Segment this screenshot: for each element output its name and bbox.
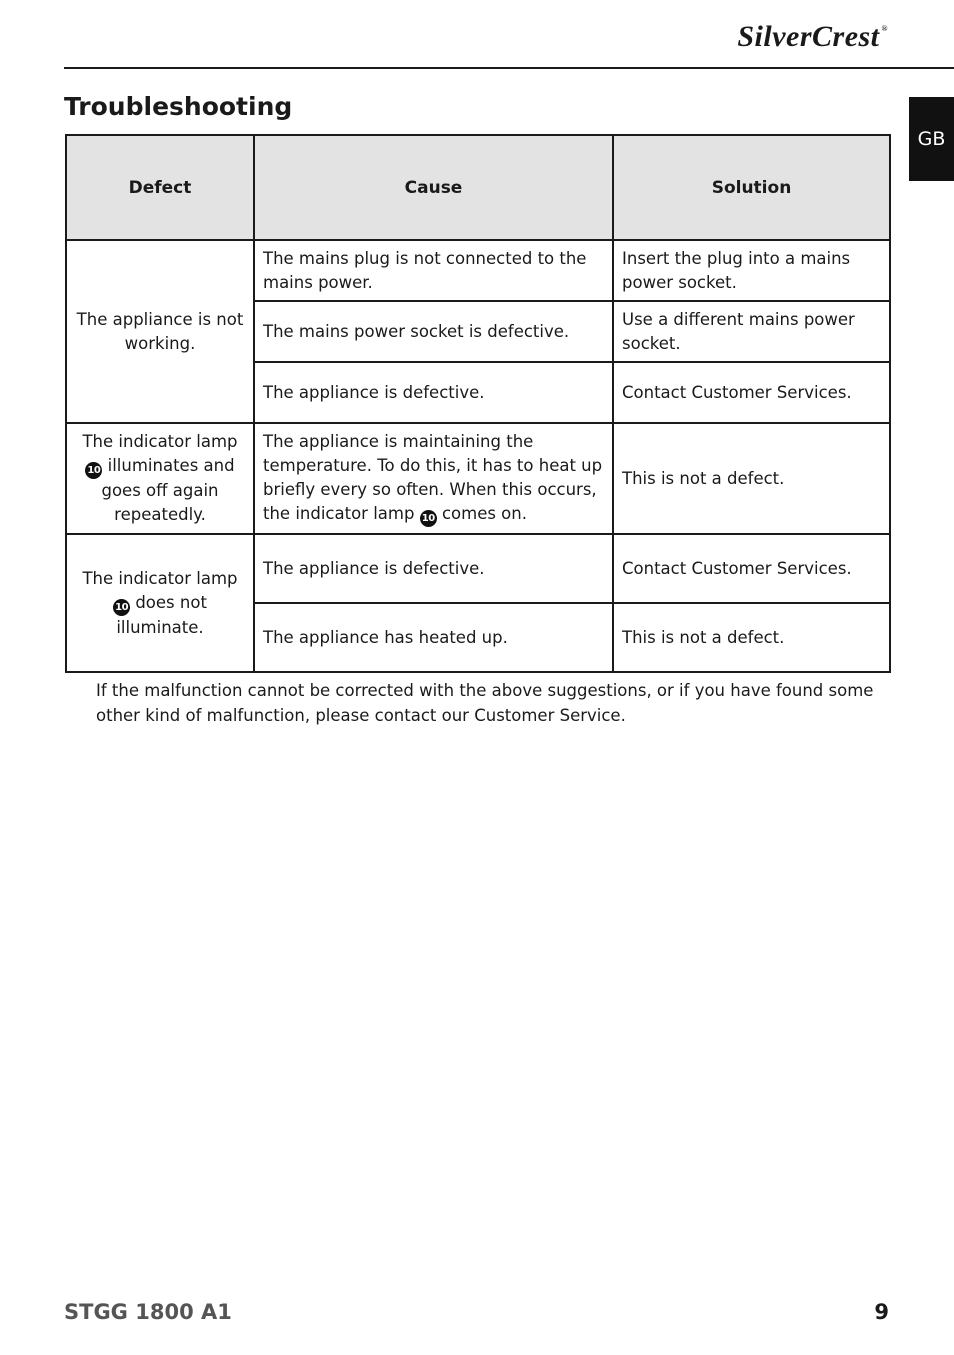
table-row: [66, 534, 890, 603]
table-row: [66, 423, 890, 534]
section-title: Troubleshooting: [64, 92, 293, 121]
footer-model: STGG 1800 A1: [64, 1300, 232, 1324]
table-header-row: [66, 135, 890, 240]
cause-cell: The mains plug is not connected to the mains power.: [254, 240, 613, 301]
header-solution: Solution: [613, 135, 890, 240]
lamp-ref-icon: 10: [85, 462, 102, 479]
cause-cell: The mains power socket is defective.: [254, 301, 613, 362]
header-cause: Cause: [254, 135, 613, 240]
brand-logo: [737, 20, 888, 54]
cause-text: comes on.: [441, 504, 527, 523]
defect-not-working: The appliance is not working.: [66, 240, 254, 423]
malfunction-note: If the malfunction cannot be corrected with the above suggestions, or if you have found some other kind of malfunction, please contact our Customer Service.: [96, 681, 874, 725]
troubleshooting-table: [65, 134, 891, 673]
cause-cell: [254, 423, 613, 534]
registered-mark: ®: [881, 24, 888, 33]
solution-cell: Contact Customer Services.: [613, 362, 890, 423]
language-tab-label: GB: [917, 128, 946, 150]
solution-cell: This is not a defect.: [613, 423, 890, 534]
table-row: [66, 240, 890, 301]
defect-indicator-off: [66, 534, 254, 672]
defect-indicator-repeating: [66, 423, 254, 534]
page-number: 9: [874, 1300, 889, 1324]
cause-text: The appliance is maintaining the temperature. To do this, it has to heat up briefly every so often. When this occurs, the indicator lamp: [263, 432, 603, 523]
solution-cell: Insert the plug into a mains power socket.: [613, 240, 890, 301]
lamp-ref-icon: 10: [113, 599, 130, 616]
lamp-ref-icon: 10: [420, 510, 437, 527]
cause-cell: The appliance has heated up.: [254, 603, 613, 672]
defect-text: illuminates and goes off again repeatedly.: [101, 456, 235, 524]
defect-text: The indicator lamp: [82, 568, 238, 588]
header-defect: Defect: [66, 135, 254, 240]
solution-cell: Contact Customer Services.: [613, 534, 890, 603]
brand-name: SilverCrest: [737, 20, 880, 53]
cause-cell: The appliance is defective.: [254, 362, 613, 423]
cause-cell: The appliance is defective.: [254, 534, 613, 603]
language-tab: [909, 97, 954, 181]
defect-text: The indicator lamp: [82, 432, 238, 451]
solution-cell: Use a different mains power socket.: [613, 301, 890, 362]
defect-text: does not illuminate.: [116, 592, 207, 637]
header-rule: [64, 67, 954, 69]
solution-cell: This is not a defect.: [613, 603, 890, 672]
